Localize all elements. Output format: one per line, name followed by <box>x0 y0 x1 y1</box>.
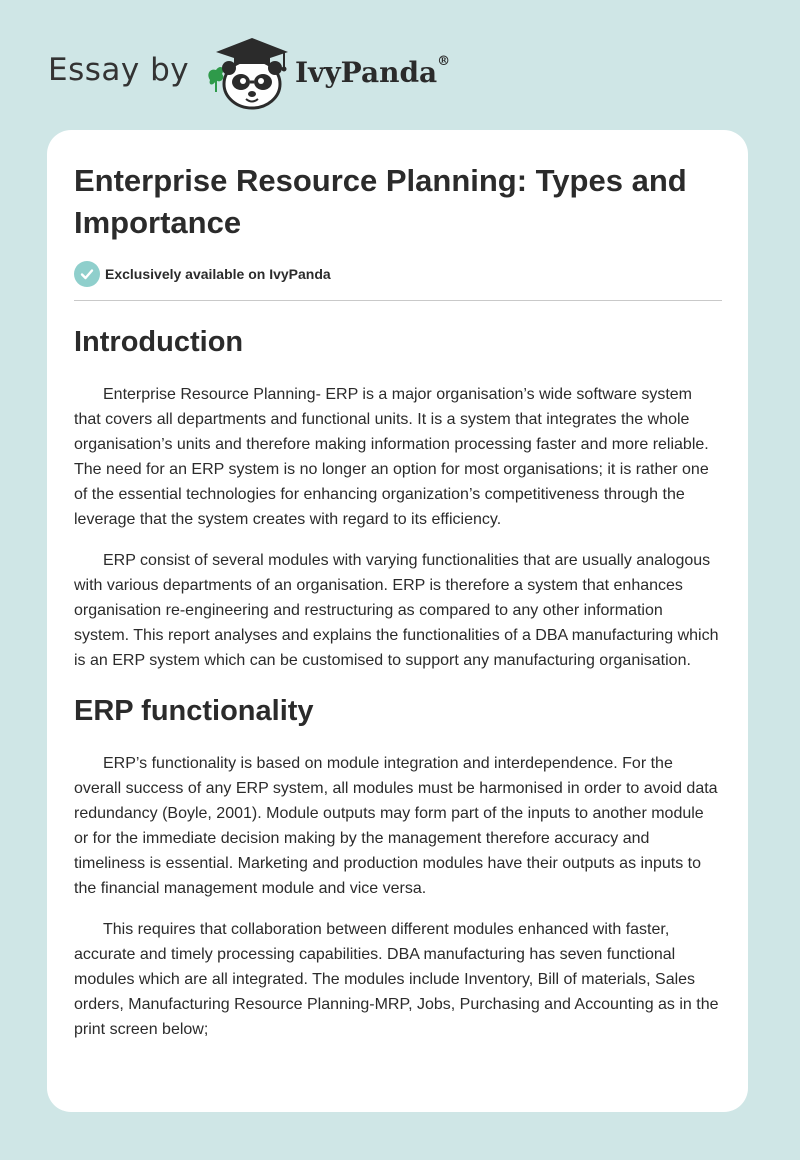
paragraph: Enterprise Resource Planning- ERP is a major organisation’s wide software system that covers all departments and functional units. It is a system that integrates the whole organisation’s units and therefore making information processing faster and more reliable. The need for an ERP system is no longer an option for most organisations; it is rather one of the essential technologies for enhancing organization’s competitiveness through the leverage that the system creates with regard to its efficiency. <box>74 386 709 528</box>
exclusive-badge <box>74 260 722 288</box>
badge-label: Exclusively available on IvyPanda <box>105 266 331 282</box>
paragraph: This requires that collaboration between different modules enhanced with faster, accurate and timely processing capabilities. DBA manufacturing has seven functional modules which are all integrated. The modules include Inventory, Bill of materials, Sales orders, Manufacturing Resource Planning-MRP, Jobs, Purchasing and Accounting as in the print screen below; <box>74 921 719 1038</box>
site-header <box>48 34 768 110</box>
paragraph: ERP’s functionality is based on module integration and interdependence. For the overall success of any ERP system, all modules must be harmonised in order to avoid data redundancy (Boyle, 2001). Module outputs may form part of the inputs to another module or for the immediate decision making by the management therefore accuracy and timeliness is essential. Marketing and production modules have their outputs as inputs to the financial management module and vice versa. <box>74 755 718 897</box>
paragraph: ERP consist of several modules with varying functionalities that are usually analogous with various departments of an organisation. ERP is therefore a system that enhances organisation re-engineering and restructuring as compared to any other information system. This report analyses and explains the functionalities of a DBA manufacturing which is an ERP system which can be customised to support any manufacturing organisation. <box>74 552 719 669</box>
registered-mark: ® <box>437 54 451 69</box>
section-heading-erp-functionality: ERP functionality <box>74 695 314 727</box>
essay-card <box>47 130 748 1112</box>
check-circle-icon <box>74 261 100 287</box>
essay-by-label: Essay by <box>48 52 190 88</box>
brand-name[interactable]: IvyPanda® <box>295 54 451 89</box>
divider <box>74 300 722 301</box>
panda-graduation-cap-logo-icon[interactable] <box>204 34 292 110</box>
essay-title: Enterprise Resource Planning: Types and Importance <box>74 163 687 240</box>
section-heading-introduction: Introduction <box>74 326 244 358</box>
essay-content <box>74 160 722 1042</box>
